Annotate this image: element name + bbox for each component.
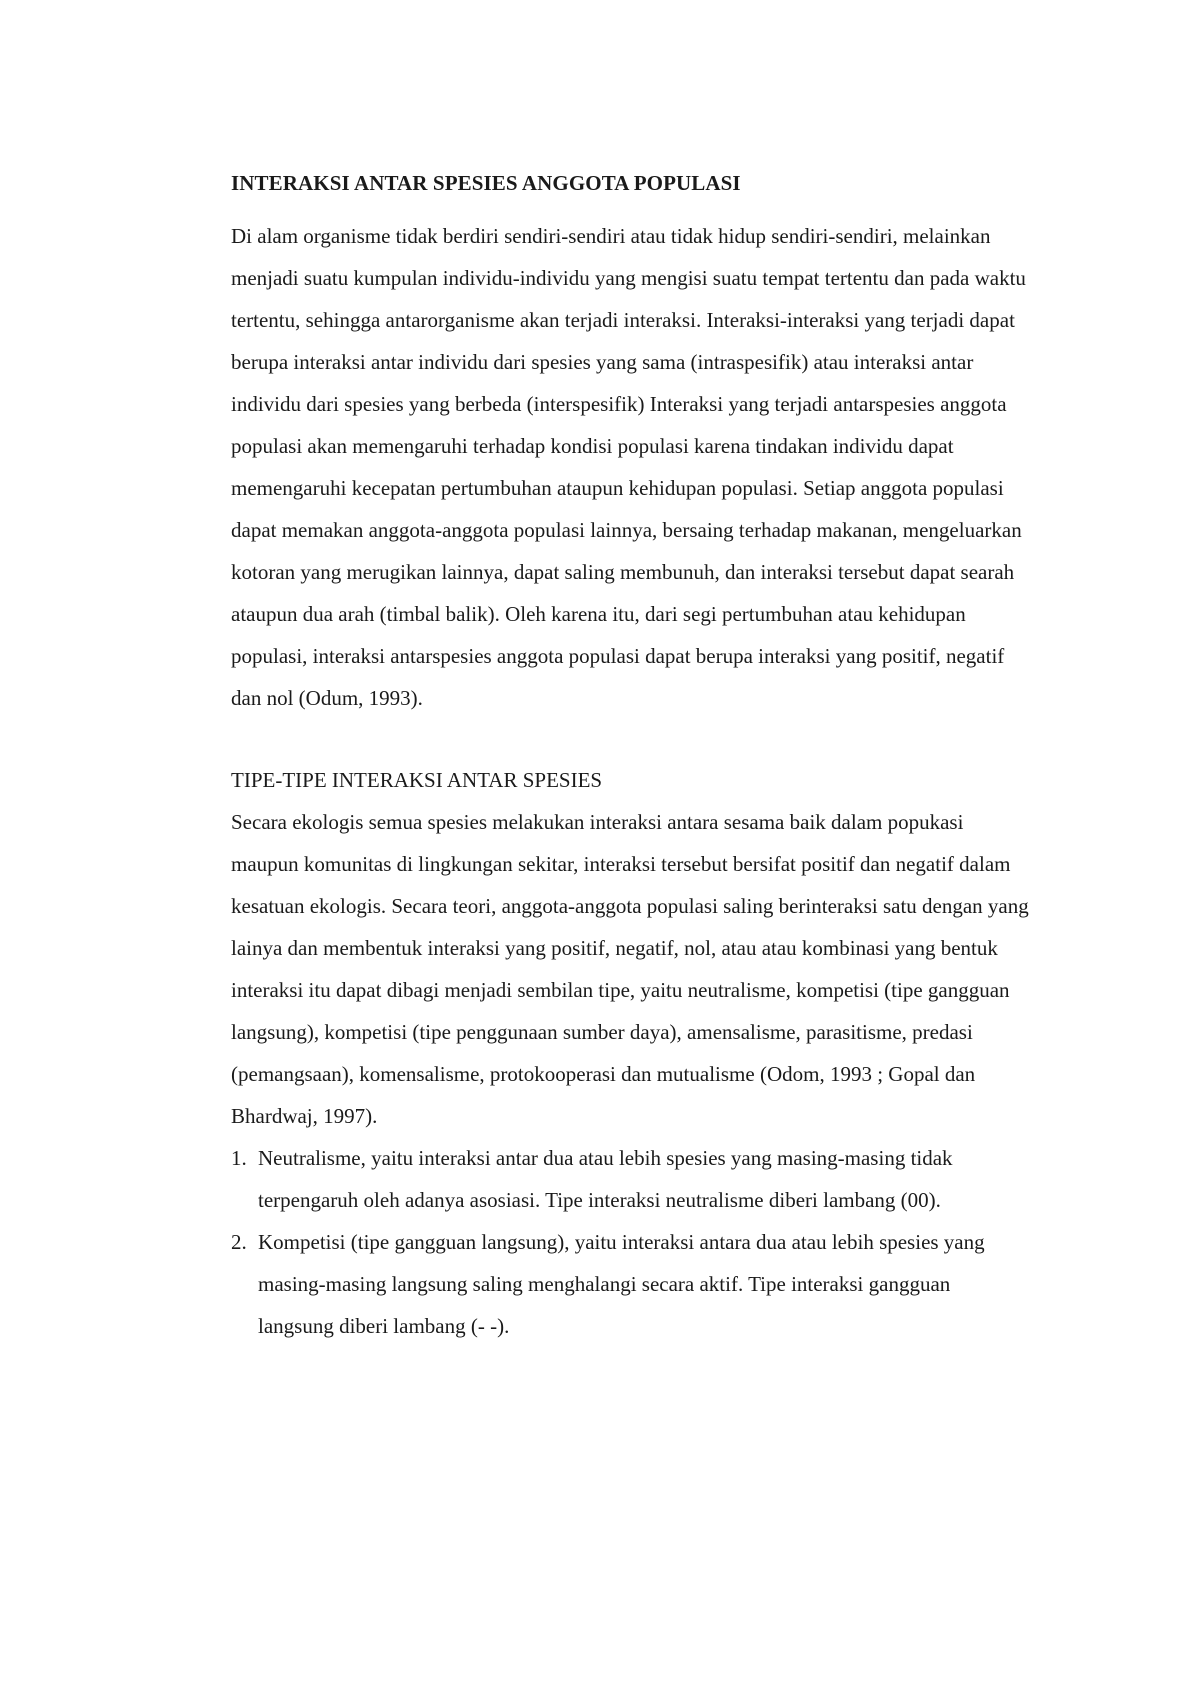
paragraph-intro: Di alam organisme tidak berdiri sendiri-sendiri atau tidak hidup sendiri-sendiri, melainkan menjadi suatu kumpulan individu-individu yang mengisi suatu tempat tertentu dan pada waktu tertentu, sehingga antarorganisme akan terjadi interaksi. Interaksi-interaksi yang terjadi dapat berupa interaksi antar individu dari spesies yang sama (intraspesifik) atau interaksi antar individu dari spesies yang berbeda (interspesifik) Interaksi yang terjadi antarspesies anggota populasi akan memengaruhi terhadap kondisi populasi karena tindakan individu dapat memengaruhi kecepatan pertumbuhan ataupun kehidupan populasi. Setiap anggota populasi dapat memakan anggota-anggota populasi lainnya, bersaing terhadap makanan, mengeluarkan kotoran yang merugikan lainnya, dapat saling membunuh, dan interaksi tersebut dapat searah ataupun dua arah (timbal balik). Oleh karena itu, dari segi pertumbuhan atau kehidupan populasi, interaksi antarspesies anggota populasi dapat berupa interaksi yang positif, negatif dan nol (Odum, 1993). — [231, 224, 1026, 710]
section-heading: TIPE-TIPE INTERAKSI ANTAR SPESIES — [231, 768, 603, 792]
list-item — [231, 1221, 1031, 1347]
section-spacer — [231, 719, 1031, 759]
list-item-text: Neutralisme, yaitu interaksi antar dua atau lebih spesies yang masing-masing tidak terpengaruh oleh adanya asosiasi. Tipe interaksi neutralisme diberi lambang (00). — [258, 1146, 953, 1212]
list-item-text: Kompetisi (tipe gangguan langsung), yaitu interaksi antara dua atau lebih spesies yang masing-masing langsung saling menghalangi secara aktif. Tipe interaksi gangguan langsung diberi lambang (- -). — [258, 1230, 985, 1338]
list-item-number: 2. — [231, 1230, 247, 1254]
document-content — [231, 168, 1031, 1347]
paragraph-types: Secara ekologis semua spesies melakukan interaksi antara sesama baik dalam popukasi maupun komunitas di lingkungan sekitar, interaksi tersebut bersifat positif dan negatif dalam kesatuan ekologis. Secara teori, anggota-anggota populasi saling berinteraksi satu dengan yang lainya dan membentuk interaksi yang positif, negatif, nol, atau atau kombinasi yang bentuk interaksi itu dapat dibagi menjadi sembilan tipe, yaitu neutralisme, kompetisi (tipe gangguan langsung), kompetisi (tipe penggunaan sumber daya), amensalisme, parasitisme, predasi (pemangsaan), komensalisme, protokooperasi dan mutualisme (Odom, 1993 ; Gopal dan Bhardwaj, 1997). — [231, 810, 1029, 1128]
list-item-number: 1. — [231, 1146, 247, 1170]
document-title: INTERAKSI ANTAR SPESIES ANGGOTA POPULASI — [231, 171, 741, 195]
list-item — [231, 1137, 1031, 1221]
interaction-type-list — [231, 1137, 1031, 1347]
